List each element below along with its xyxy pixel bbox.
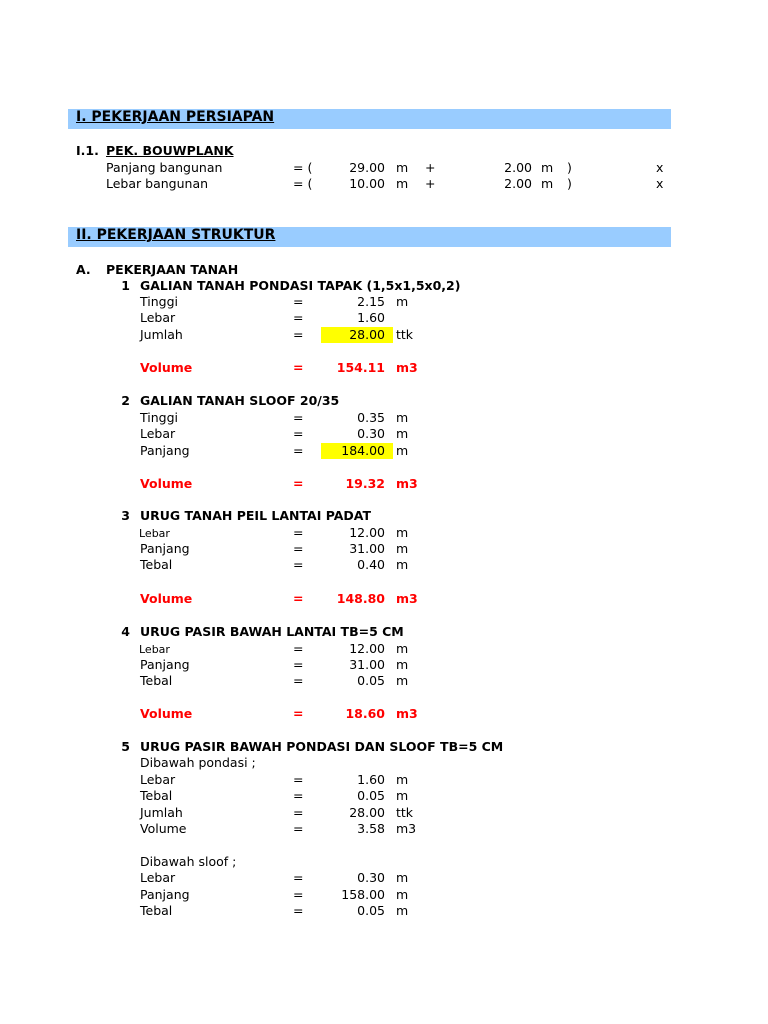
row-label: Tebal (140, 557, 173, 572)
row-unit: m (396, 772, 409, 787)
section-title-persiapan: I. PEKERJAAN PERSIAPAN (76, 109, 275, 125)
volume-value: 148.80 (336, 591, 385, 606)
row-equals: = (293, 903, 304, 918)
row-unit: m (396, 426, 409, 441)
row-plus: + (425, 176, 436, 191)
row-value: 0.30 (357, 870, 385, 885)
row-label: Panjang (140, 887, 190, 902)
row-value: 2.00 (504, 160, 532, 175)
row-value: 28.00 (349, 805, 385, 820)
row-value-highlighted: 184.00 (341, 443, 385, 458)
row-equals: = ( (293, 176, 313, 191)
row-label: Panjang (140, 657, 190, 672)
row-label: Lebar (140, 310, 176, 325)
row-label: Tinggi (140, 294, 178, 309)
item-number: 2 (121, 393, 130, 408)
row-label: Lebar (140, 426, 176, 441)
volume-value: 154.11 (336, 360, 385, 375)
item-title: GALIAN TANAH PONDASI TAPAK (1,5x1,5x0,2) (140, 278, 461, 293)
row-value: 0.35 (357, 410, 385, 425)
row-value: 0.05 (357, 903, 385, 918)
row-equals: = (293, 327, 304, 342)
row-label: Tebal (140, 673, 173, 688)
row-label: Panjang (140, 541, 190, 556)
row-unit: m (396, 410, 409, 425)
row-unit: m (396, 673, 409, 688)
row-equals: = (293, 641, 304, 656)
subsection-number: A. (76, 262, 91, 277)
row-unit: m (396, 887, 409, 902)
row-equals: = (293, 673, 304, 688)
row-label: Lebar (140, 772, 176, 787)
row-value: 31.00 (349, 657, 385, 672)
row-multiply: x (656, 176, 664, 191)
item-number: 5 (121, 739, 130, 754)
item-number: 1 (121, 278, 130, 293)
row-unit: m (396, 294, 409, 309)
row-value: 12.00 (349, 641, 385, 656)
row-equals: = (293, 788, 304, 803)
row-label: Jumlah (140, 805, 183, 820)
volume-label: Volume (140, 360, 193, 375)
row-unit: m (396, 525, 409, 540)
row-equals: = (293, 541, 304, 556)
row-plus: + (425, 160, 436, 175)
subsection-number: I.1. (76, 143, 99, 158)
row-label: Panjang bangunan (106, 160, 223, 175)
row-value: 12.00 (349, 525, 385, 540)
row-equals: = ( (293, 160, 313, 175)
item-title: URUG PASIR BAWAH PONDASI DAN SLOOF TB=5 CM (140, 739, 504, 754)
volume-value: 18.60 (345, 706, 385, 721)
volume-equals: = (293, 476, 304, 491)
row-unit: ttk (396, 327, 414, 342)
volume-label: Volume (140, 476, 193, 491)
volume-label: Volume (140, 706, 193, 721)
row-unit: m (541, 176, 554, 191)
row-label: Tebal (140, 788, 173, 803)
item-title: URUG TANAH PEIL LANTAI PADAT (140, 508, 372, 523)
row-close-paren: ) (567, 160, 572, 175)
row-value: 29.00 (349, 160, 385, 175)
row-unit: m (396, 641, 409, 656)
row-unit: m (396, 176, 409, 191)
row-unit: m (396, 903, 409, 918)
row-label: Lebar (139, 527, 170, 540)
row-equals: = (293, 772, 304, 787)
row-label: Tebal (140, 903, 173, 918)
row-value: 158.00 (341, 887, 385, 902)
row-unit: m3 (396, 821, 417, 836)
volume-value: 19.32 (345, 476, 385, 491)
row-equals: = (293, 525, 304, 540)
row-unit: m (396, 657, 409, 672)
row-label: Panjang (140, 443, 190, 458)
row-unit: m (396, 160, 409, 175)
row-value: 2.15 (357, 294, 385, 309)
row-equals: = (293, 310, 304, 325)
row-equals: = (293, 805, 304, 820)
row-unit: m (396, 541, 409, 556)
row-unit: m (541, 160, 554, 175)
volume-unit: m3 (396, 706, 418, 721)
row-value: 2.00 (504, 176, 532, 191)
row-equals: = (293, 426, 304, 441)
volume-equals: = (293, 360, 304, 375)
row-equals: = (293, 657, 304, 672)
row-label: Volume (140, 821, 187, 836)
row-value: 0.05 (357, 788, 385, 803)
row-value: 0.40 (357, 557, 385, 572)
row-value: 31.00 (349, 541, 385, 556)
item-number: 4 (121, 624, 130, 639)
section-title-struktur: II. PEKERJAAN STRUKTUR (76, 227, 276, 243)
row-equals: = (293, 887, 304, 902)
volume-unit: m3 (396, 360, 418, 375)
row-equals: = (293, 557, 304, 572)
volume-unit: m3 (396, 476, 418, 491)
subgroup-label: Dibawah sloof ; (140, 854, 237, 869)
row-label: Lebar bangunan (106, 176, 209, 191)
volume-unit: m3 (396, 591, 418, 606)
item-title: URUG PASIR BAWAH LANTAI TB=5 CM (140, 624, 404, 639)
row-equals: = (293, 443, 304, 458)
row-unit: m (396, 557, 409, 572)
row-equals: = (293, 870, 304, 885)
row-multiply: x (656, 160, 664, 175)
volume-equals: = (293, 706, 304, 721)
item-number: 3 (121, 508, 130, 523)
row-value-highlighted: 28.00 (349, 327, 385, 342)
row-label: Jumlah (140, 327, 183, 342)
item-title: GALIAN TANAH SLOOF 20/35 (140, 393, 340, 408)
row-value: 1.60 (357, 310, 385, 325)
row-equals: = (293, 294, 304, 309)
row-value: 0.05 (357, 673, 385, 688)
volume-equals: = (293, 591, 304, 606)
row-value: 3.58 (357, 821, 385, 836)
row-unit: m (396, 788, 409, 803)
row-unit: m (396, 443, 409, 458)
subsection-title: PEKERJAAN TANAH (106, 262, 239, 277)
row-close-paren: ) (567, 176, 572, 191)
row-value: 1.60 (357, 772, 385, 787)
row-unit: ttk (396, 805, 414, 820)
row-value: 10.00 (349, 176, 385, 191)
row-label: Lebar (140, 870, 176, 885)
row-value: 0.30 (357, 426, 385, 441)
row-equals: = (293, 821, 304, 836)
row-label: Tinggi (140, 410, 178, 425)
row-equals: = (293, 410, 304, 425)
row-unit: m (396, 870, 409, 885)
row-label: Lebar (139, 643, 170, 656)
subsection-title: PEK. BOUWPLANK (106, 143, 234, 158)
subgroup-label: Dibawah pondasi ; (140, 755, 256, 770)
volume-label: Volume (140, 591, 193, 606)
